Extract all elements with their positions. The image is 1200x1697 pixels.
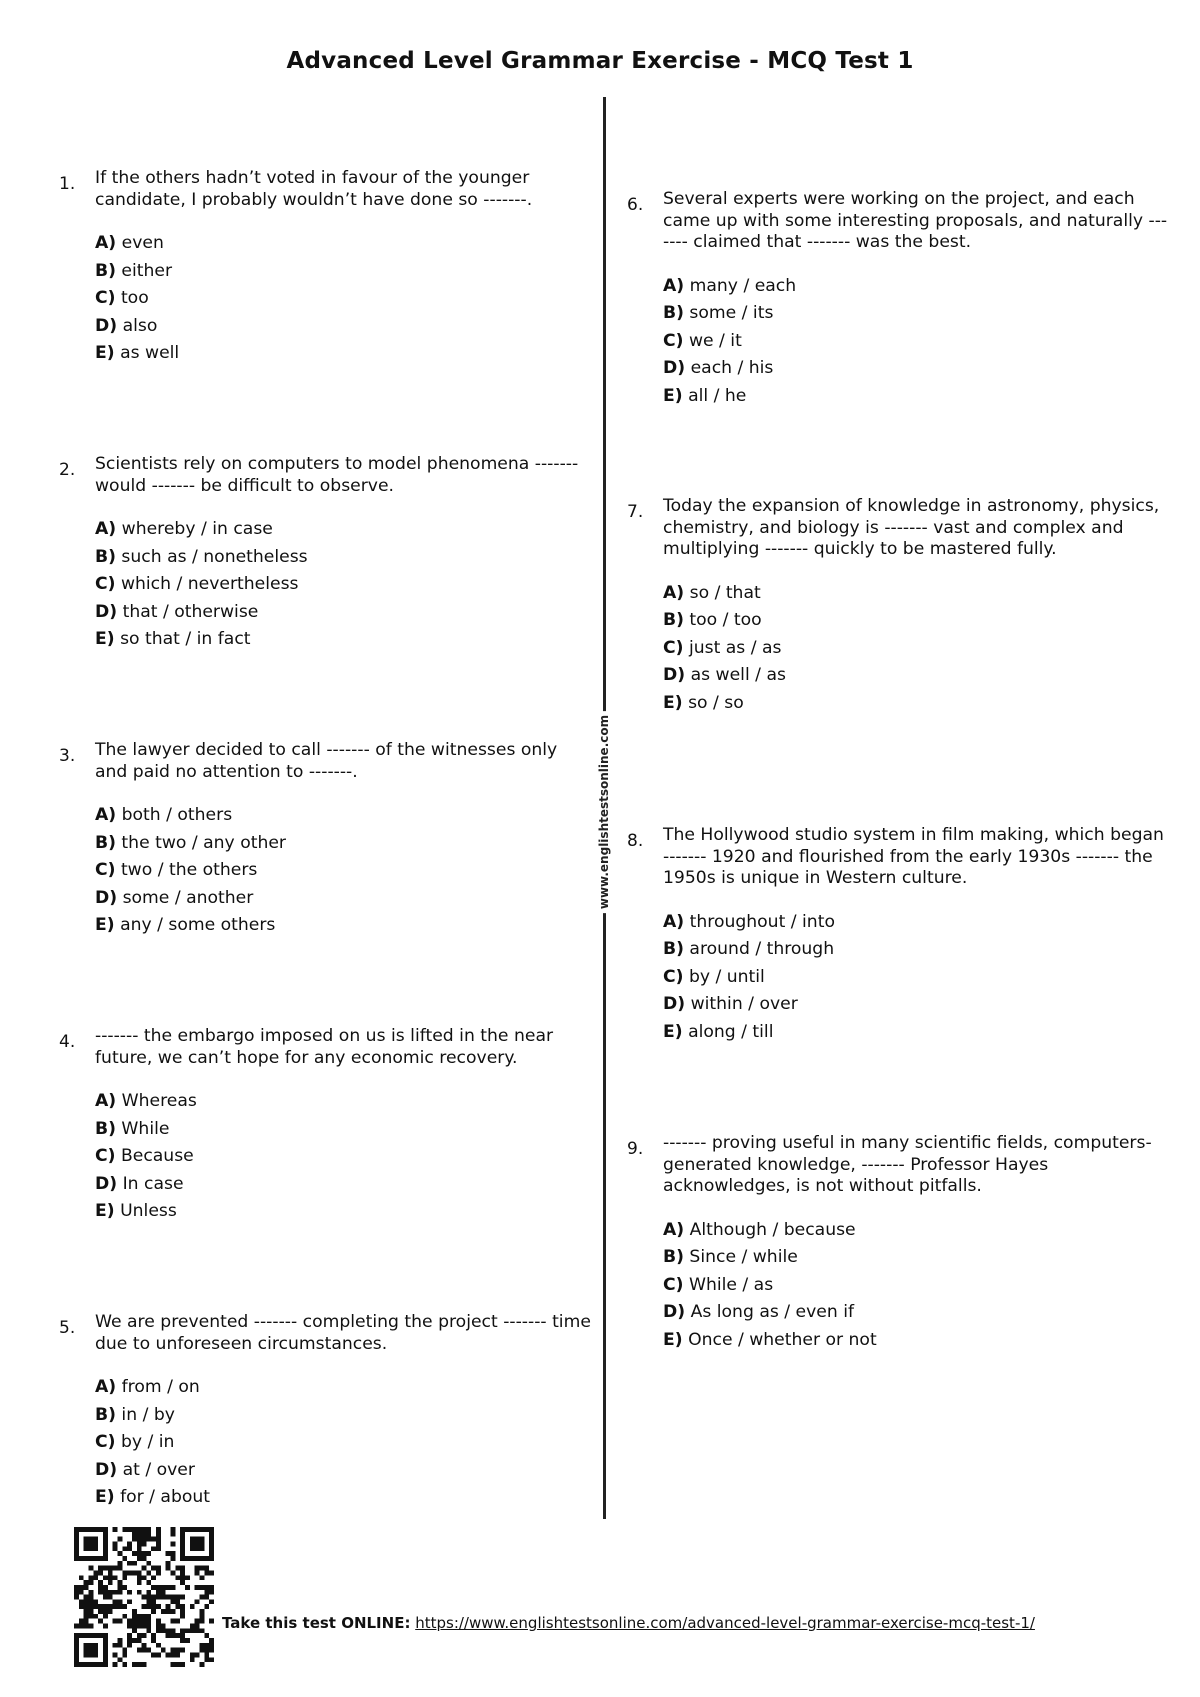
option-text: that / otherwise (117, 601, 259, 622)
option-letter: C) (95, 288, 116, 308)
option-letter: A) (95, 233, 117, 253)
question-text: Several experts were working on the project, and each came up with some interesting proposals, and naturally ------- claimed that ------- was the best. (663, 189, 1168, 252)
option-letter: B) (95, 832, 116, 853)
answer-option[interactable] (95, 802, 595, 830)
option-text: such as / nonetheless (115, 546, 308, 567)
option-letter: E) (95, 1487, 115, 1507)
option-text: each / his (685, 358, 774, 378)
option-text: by / until (683, 966, 765, 987)
option-text: at / over (117, 1459, 195, 1480)
option-letter: A) (663, 1219, 685, 1240)
answer-option[interactable] (663, 1019, 1168, 1047)
answer-option[interactable] (663, 1327, 1168, 1355)
option-letter: C) (95, 1146, 116, 1166)
answer-option[interactable] (663, 909, 1168, 937)
option-letter: D) (95, 1173, 118, 1194)
option-letter: C) (95, 860, 116, 880)
question-text: The lawyer decided to call ------- of the witnesses only and paid no attention to -------. (95, 740, 558, 782)
footer (222, 1613, 1102, 1634)
option-text: While / as (683, 1274, 774, 1295)
answer-option[interactable] (95, 1484, 595, 1512)
answer-option[interactable] (663, 1217, 1168, 1245)
test-online-link[interactable]: https://www.englishtestsonline.com/advanced-level-grammar-exercise-mcq-test-1/ (415, 1614, 1035, 1632)
option-letter: E) (95, 343, 115, 363)
question-7 (627, 496, 1168, 717)
answer-option[interactable] (95, 857, 595, 885)
answer-option[interactable] (663, 662, 1168, 690)
options-list (663, 909, 1168, 1047)
option-letter: A) (95, 805, 117, 825)
question-number: 6. (627, 195, 644, 215)
answer-option[interactable] (663, 1272, 1168, 1300)
option-letter: E) (663, 1329, 683, 1350)
option-letter: D) (95, 1459, 118, 1480)
question-5 (59, 1312, 595, 1512)
answer-option[interactable] (663, 936, 1168, 964)
answer-option[interactable] (95, 1116, 595, 1144)
question-2 (59, 454, 595, 654)
option-letter: A) (95, 1091, 117, 1111)
question-9 (627, 1133, 1168, 1354)
option-letter: D) (663, 665, 686, 685)
answer-option[interactable] (95, 340, 595, 368)
option-text: all / he (682, 385, 747, 406)
answer-option[interactable] (95, 830, 595, 858)
option-letter: A) (95, 519, 117, 539)
question-number: 5. (59, 1318, 76, 1338)
option-letter: E) (663, 1021, 683, 1042)
option-text: While (115, 1118, 170, 1139)
option-letter: D) (95, 601, 118, 622)
answer-option[interactable] (95, 571, 595, 599)
options-list (663, 273, 1168, 411)
option-text: too (115, 288, 149, 308)
option-letter: D) (663, 994, 686, 1014)
options-list (663, 1217, 1168, 1355)
answer-option[interactable] (95, 230, 595, 258)
option-letter: B) (663, 610, 684, 630)
question-text: Scientists rely on computers to model phenomena ------- would ------- be difficult to observe. (95, 454, 579, 496)
option-text: Because (115, 1146, 194, 1166)
option-text: by / in (115, 1432, 175, 1452)
option-text: As long as / even if (685, 1302, 855, 1322)
option-letter: C) (663, 966, 684, 987)
answer-option[interactable] (663, 635, 1168, 663)
option-text: whereby / in case (116, 519, 273, 539)
question-text: ------- proving useful in many scientific fields, computers-generated knowledge, ------- Professor Hayes acknowledges, is not without pitfalls. (663, 1133, 1152, 1196)
options-list (95, 230, 595, 368)
answer-option[interactable] (663, 300, 1168, 328)
answer-option[interactable] (95, 1088, 595, 1116)
option-letter: A) (663, 275, 685, 296)
option-letter: B) (663, 303, 684, 323)
option-text: both / others (116, 805, 233, 825)
question-number: 3. (59, 746, 76, 766)
option-text: so / that (684, 582, 761, 603)
answer-option[interactable] (95, 599, 595, 627)
option-letter: B) (95, 260, 116, 281)
option-letter: E) (663, 385, 683, 406)
question-number: 8. (627, 831, 644, 851)
option-letter: B) (663, 1247, 684, 1267)
option-text: also (117, 315, 158, 336)
option-text: some / another (117, 887, 254, 908)
question-number: 1. (59, 174, 76, 194)
page-title: Advanced Level Grammar Exercise - MCQ Test 1 (286, 48, 914, 74)
answer-option[interactable] (663, 355, 1168, 383)
option-letter: A) (663, 911, 685, 932)
option-letter: C) (663, 637, 684, 658)
site-watermark: www.englishtestsonline.com (597, 711, 611, 913)
option-letter: C) (663, 1274, 684, 1295)
option-letter: C) (95, 1432, 116, 1452)
option-text: as well (114, 343, 180, 363)
qr-code[interactable] (74, 1527, 214, 1667)
option-text: throughout / into (684, 911, 835, 932)
answer-option[interactable] (663, 1244, 1168, 1272)
answer-option[interactable] (95, 885, 595, 913)
answer-option[interactable] (663, 964, 1168, 992)
option-letter: C) (95, 574, 116, 594)
answer-option[interactable] (95, 1429, 595, 1457)
option-text: the two / any other (115, 832, 286, 853)
question-number: 2. (59, 460, 76, 480)
option-text: Unless (114, 1201, 177, 1221)
option-letter: B) (663, 939, 684, 959)
answer-option[interactable] (663, 690, 1168, 718)
question-number: 7. (627, 502, 644, 522)
options-list (95, 1374, 595, 1512)
answer-option[interactable] (95, 912, 595, 940)
option-text: either (115, 260, 173, 281)
answer-option[interactable] (663, 383, 1168, 411)
answer-option[interactable] (95, 313, 595, 341)
answer-option[interactable] (663, 607, 1168, 635)
question-8 (627, 825, 1168, 1046)
option-text: even (116, 233, 164, 253)
question-number: 4. (59, 1032, 76, 1052)
option-letter: E) (95, 1201, 115, 1221)
options-list (95, 802, 595, 940)
option-text: within / over (685, 994, 798, 1014)
option-text: so / so (682, 692, 744, 713)
option-text: Although / because (684, 1219, 856, 1240)
option-letter: E) (95, 915, 115, 935)
footer-label: Take this test ONLINE: (222, 1614, 411, 1632)
option-text: so that / in fact (114, 629, 251, 649)
options-list (95, 516, 595, 654)
answer-option[interactable] (95, 1171, 595, 1199)
option-text: Since / while (683, 1247, 798, 1267)
answer-option[interactable] (663, 1299, 1168, 1327)
option-text: around / through (683, 939, 835, 959)
question-1 (59, 168, 595, 368)
question-text: If the others hadn’t voted in favour of the younger candidate, I probably wouldn’t have done so -------. (95, 168, 533, 210)
options-list (95, 1088, 595, 1226)
answer-option[interactable] (95, 544, 595, 572)
answer-option[interactable] (663, 991, 1168, 1019)
question-3 (59, 740, 595, 940)
option-text: in / by (115, 1404, 175, 1425)
answer-option[interactable] (663, 328, 1168, 356)
answer-option[interactable] (95, 626, 595, 654)
option-text: we / it (683, 330, 742, 351)
option-letter: D) (95, 887, 118, 908)
answer-option[interactable] (663, 580, 1168, 608)
option-text: just as / as (683, 637, 782, 658)
options-list (663, 580, 1168, 718)
answer-option[interactable] (95, 1374, 595, 1402)
answer-option[interactable] (95, 285, 595, 313)
answer-option[interactable] (95, 1198, 595, 1226)
option-letter: D) (95, 315, 118, 336)
option-text: In case (117, 1173, 184, 1194)
question-text: ------- the embargo imposed on us is lifted in the near future, we can’t hope for any economic recovery. (95, 1026, 554, 1068)
answer-option[interactable] (95, 1143, 595, 1171)
option-text: which / nevertheless (115, 574, 299, 594)
option-letter: E) (663, 692, 683, 713)
option-letter: B) (95, 546, 116, 567)
option-letter: B) (95, 1118, 116, 1139)
answer-option[interactable] (663, 273, 1168, 301)
option-letter: C) (663, 330, 684, 351)
option-letter: A) (663, 582, 685, 603)
answer-option[interactable] (95, 1457, 595, 1485)
option-text: any / some others (114, 915, 276, 935)
option-letter: B) (95, 1404, 116, 1425)
option-text: Once / whether or not (682, 1329, 877, 1350)
option-text: along / till (682, 1021, 774, 1042)
question-text: We are prevented ------- completing the project ------- time due to unforeseen circumstances. (95, 1312, 591, 1354)
option-letter: E) (95, 629, 115, 649)
question-text: Today the expansion of knowledge in astronomy, physics, chemistry, and biology is ------- vast and complex and multiplying ------- quickly to be mastered fully. (663, 496, 1160, 559)
answer-option[interactable] (95, 516, 595, 544)
option-text: for / about (114, 1487, 211, 1507)
question-number: 9. (627, 1139, 644, 1159)
option-text: Whereas (116, 1091, 197, 1111)
question-4 (59, 1026, 595, 1226)
option-letter: A) (95, 1377, 117, 1397)
question-6 (627, 189, 1168, 410)
option-letter: D) (663, 358, 686, 378)
option-text: two / the others (115, 860, 258, 880)
answer-option[interactable] (95, 1402, 595, 1430)
option-text: many / each (684, 275, 797, 296)
answer-option[interactable] (95, 258, 595, 286)
question-text: The Hollywood studio system in film making, which began ------- 1920 and flourished from the early 1930s ------- the 1950s is unique in Western culture. (663, 825, 1164, 888)
option-letter: D) (663, 1302, 686, 1322)
option-text: from / on (116, 1377, 200, 1397)
option-text: some / its (683, 303, 774, 323)
option-text: too / too (683, 610, 762, 630)
option-text: as well / as (685, 665, 786, 685)
